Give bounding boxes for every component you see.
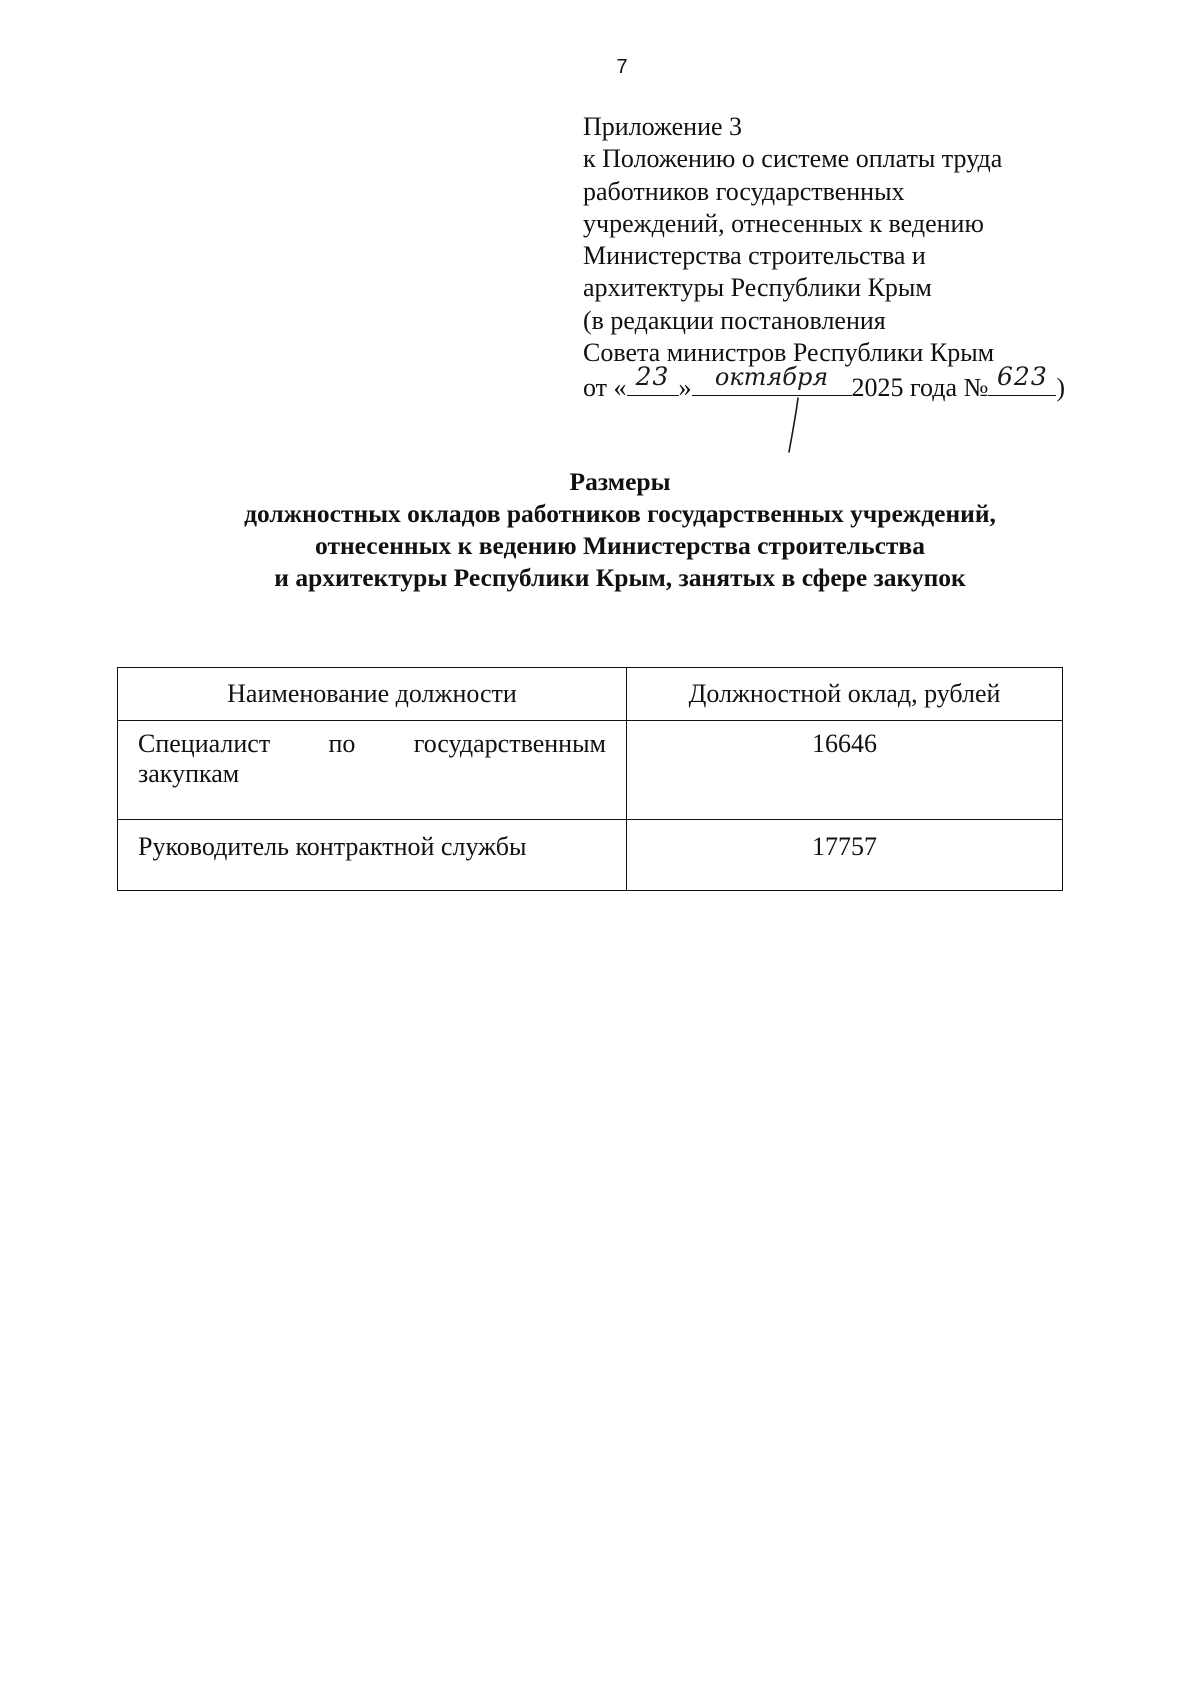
appendix-line: Министерства строительства и (583, 241, 926, 271)
handwriting-stroke-mark (786, 396, 806, 456)
appendix-line: учреждений, отнесенных к ведению (583, 208, 984, 238)
table-row (118, 721, 1063, 820)
position-cell: Руководитель контрактной службы (118, 820, 627, 891)
month-blank (692, 363, 852, 396)
salary-cell: 17757 (627, 820, 1063, 891)
document-title (130, 466, 1110, 594)
appendix-line: Совета министров Республики Крым (583, 338, 995, 368)
handwritten-month: октября (714, 363, 829, 392)
page-number: 7 (616, 56, 628, 78)
appendix-block (583, 111, 1143, 405)
date-quote-close: » (678, 373, 692, 403)
title-line: должностных окладов работников государственных учреждений, (244, 499, 996, 528)
date-prefix: от « (583, 373, 627, 403)
number-blank (988, 362, 1056, 396)
appendix-line: архитектуры Республики Крым (583, 273, 932, 303)
appendix-line: Приложение 3 (583, 112, 743, 141)
appendix-line: (в редакции постановления (583, 305, 886, 335)
appendix-line: к Положению о системе оплаты труда (583, 144, 1003, 174)
salary-table (117, 667, 1063, 891)
day-blank (627, 362, 679, 396)
title-line: и архитектуры Республики Крым, занятых в сфере закупок (274, 563, 966, 592)
header-position: Наименование должности (118, 668, 627, 721)
table-row (118, 820, 1063, 891)
handwritten-day: 23 (635, 362, 670, 392)
appendix-line: работников государственных (583, 176, 905, 206)
handwritten-number: 623 (997, 362, 1048, 392)
closing-paren: ) (1056, 373, 1066, 403)
year-text: 2025 года № (851, 373, 989, 403)
resolution-date-line (583, 362, 1143, 404)
title-line: отнесенных к ведению Министерства строительства (315, 531, 925, 560)
salary-cell: 16646 (627, 721, 1063, 820)
position-cell: Специалист по государственным закупкам (118, 721, 627, 820)
table-header-row (118, 668, 1063, 721)
header-salary: Должностной оклад, рублей (627, 668, 1063, 721)
title-line: Размеры (569, 467, 671, 496)
